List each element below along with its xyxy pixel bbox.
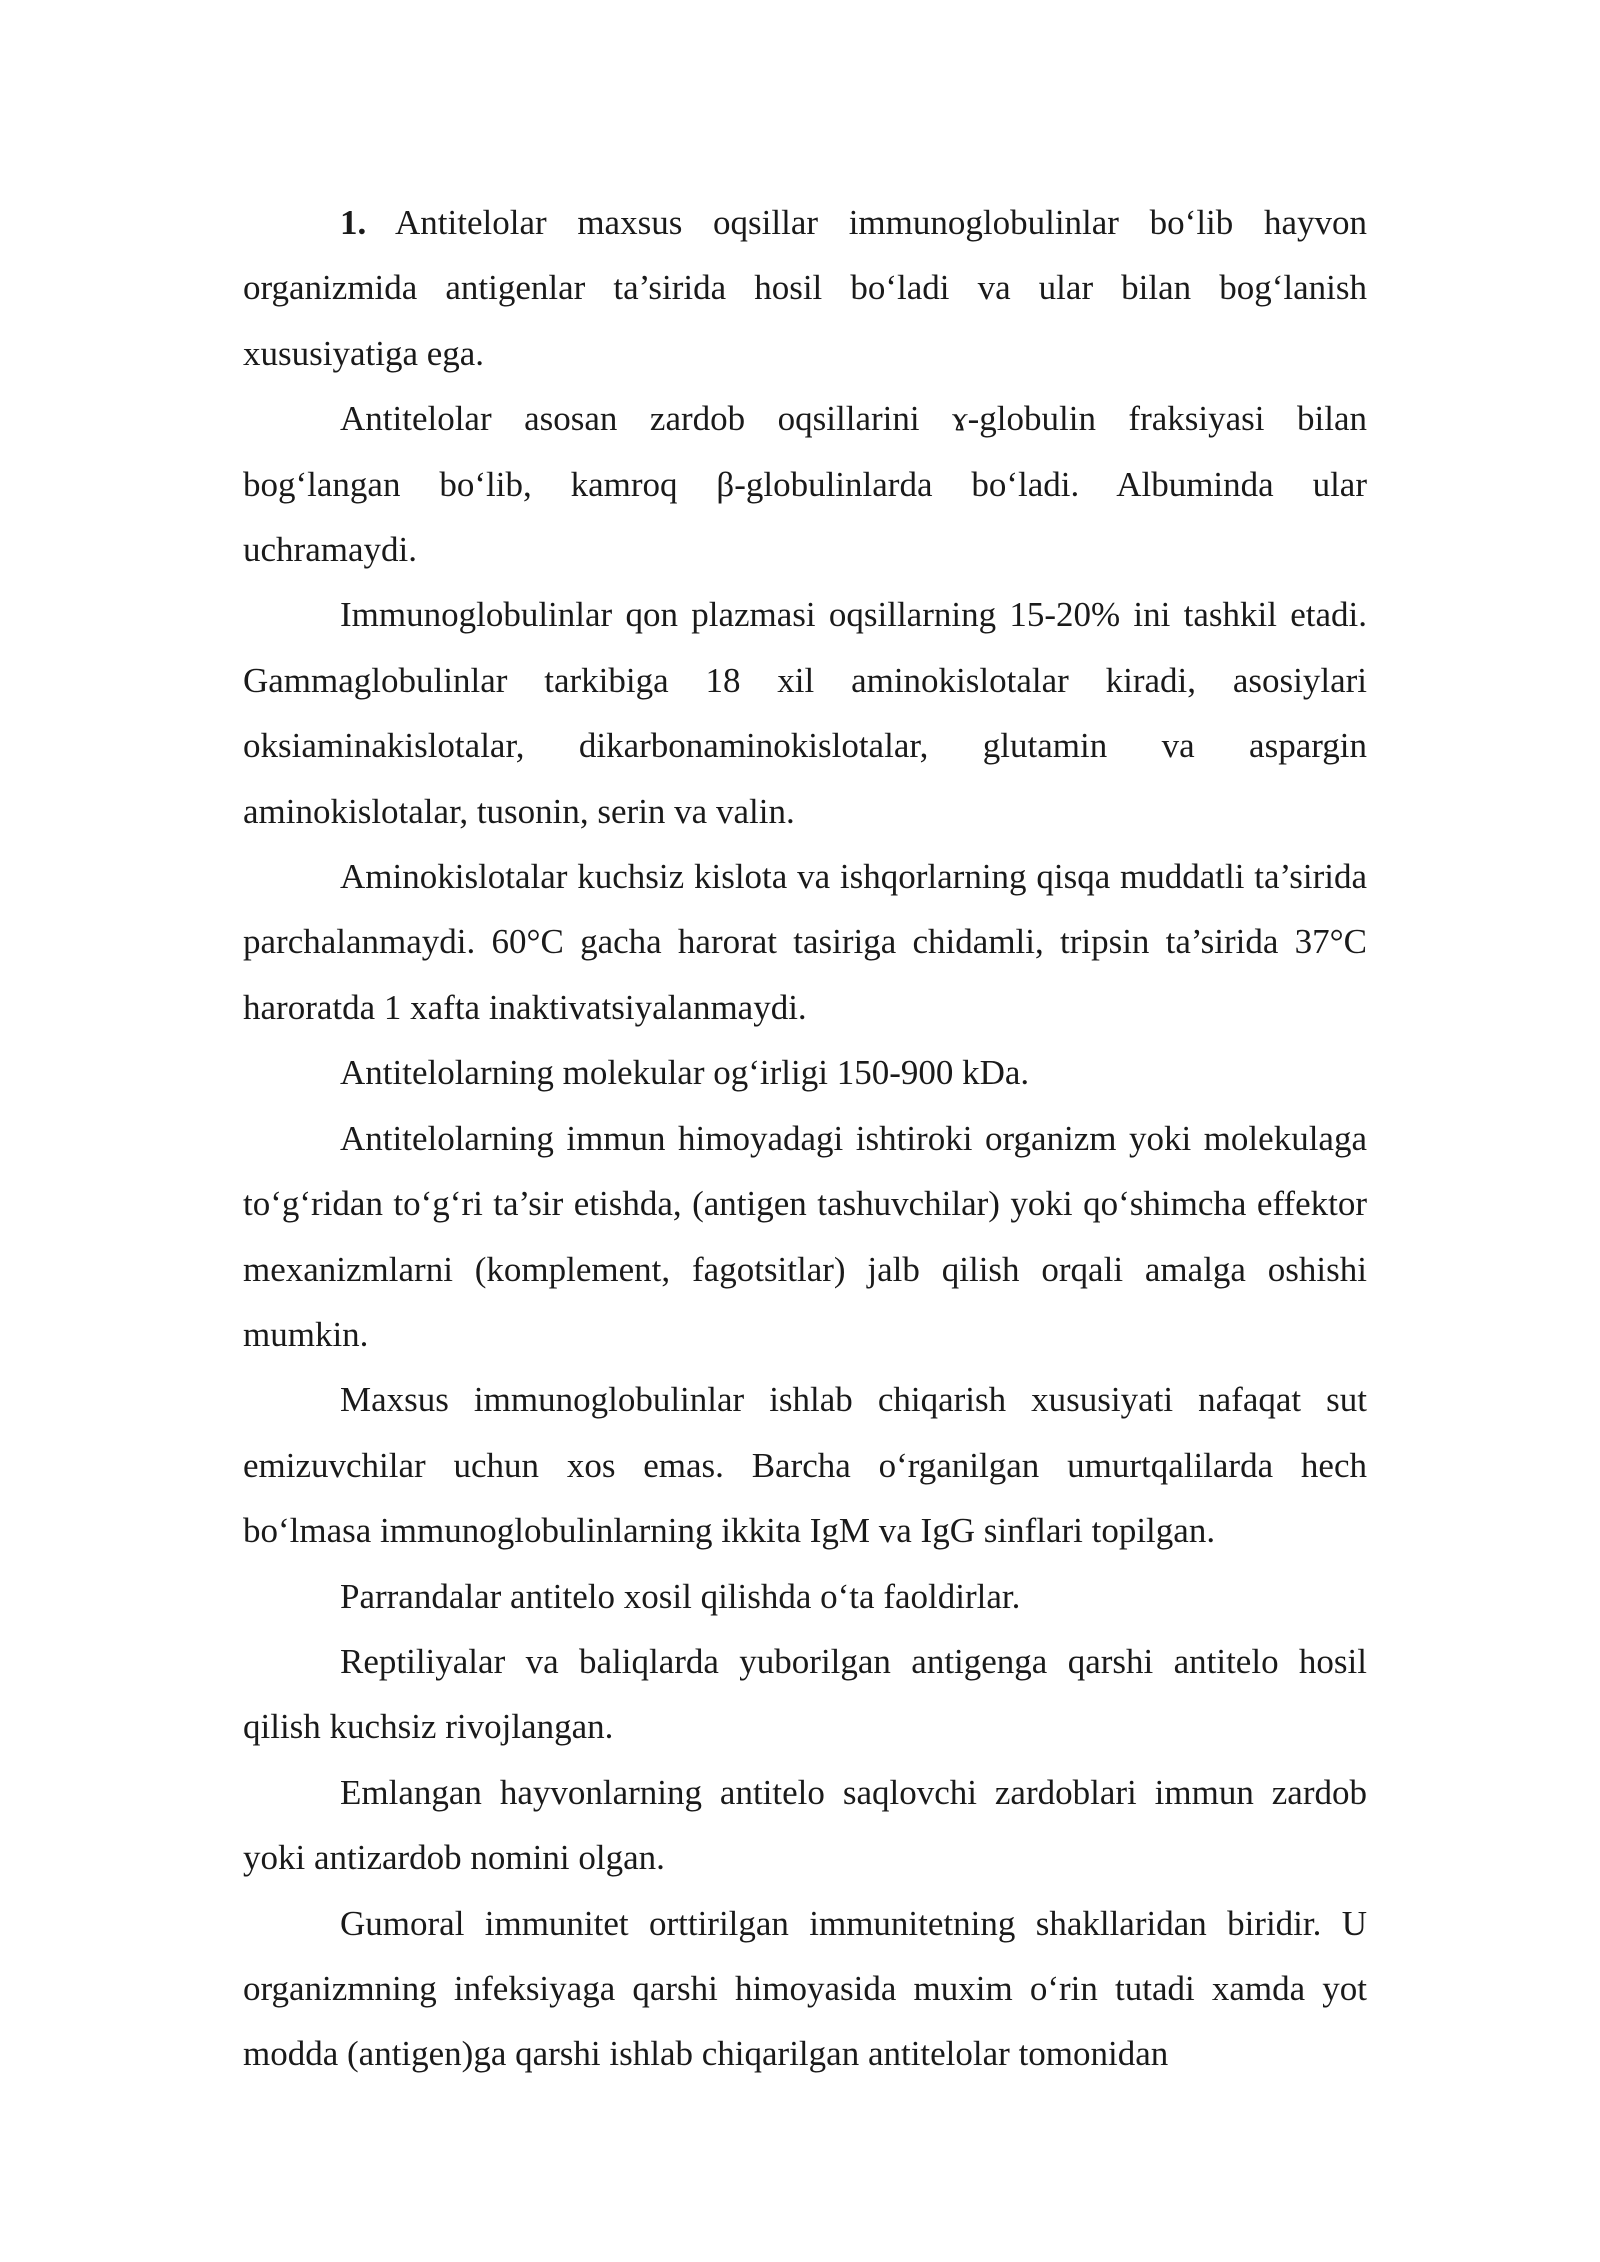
paragraph-8: Parrandalar antitelo xosil qilishda o‘ta faoldirlar.	[340, 1576, 1021, 1616]
section-number: 1.	[340, 203, 367, 242]
paragraph-1-text: Antitelolar maxsus oqsillar immunoglobulinlar bo‘lib hayvon organizmida antigenlar ta’sirida hosil bo‘ladi va ular bilan bog‘lanish xususiyatiga ega.	[243, 203, 1367, 373]
paragraph-1	[243, 190, 1367, 386]
paragraph-10: Emlangan hayvonlarning antitelo saqlovchi zardoblari immun zardob yoki antizardob nomini olgan.	[243, 1772, 1367, 1878]
paragraph-6: Antitelolarning immun himoyadagi ishtiroki organizm yoki molekulaga to‘g‘ridan to‘g‘ri ta’sir etishda, (antigen tashuvchilar) yoki qo‘shimcha effektor mexanizmlarni (komplement, fagotsitlar) jalb qilish orqali amalga oshishi mumkin.	[243, 1118, 1367, 1354]
paragraph-9: Reptiliyalar va baliqlarda yuborilgan antigenga qarshi antitelo hosil qilish kuchsiz rivojlangan.	[243, 1641, 1367, 1747]
paragraph-3: Immunoglobulinlar qon plazmasi oqsillarning 15-20% ini tashkil etadi. Gammaglobulinlar tarkibiga 18 xil aminokislotalar kiradi, asosiylari oksiaminakislotalar, dikarbonaminokislotalar, glutamin va aspargin aminokislotalar, tusonin, serin va valin.	[243, 595, 1367, 831]
paragraph-5: Antitelolarning molekular og‘irligi 150-900 kDa.	[340, 1053, 1030, 1093]
paragraph-2: Antitelolar asosan zardob oqsillarini ɤ-globulin fraksiyasi bilan bog‘langan bo‘lib, kamroq β-globulinlarda bo‘ladi. Albuminda ular uchramaydi.	[243, 399, 1367, 570]
body-text	[243, 190, 1367, 2087]
paragraph-4: Aminokislotalar kuchsiz kislota va ishqorlarning qisqa muddatli ta’sirida parchalanmaydi. 60°C gacha harorat tasiriga chidamli, tripsin ta’sirida 37°C haroratda 1 xafta inaktivatsiyalanmaydi.	[243, 857, 1367, 1027]
paragraph-7: Maxsus immunoglobulinlar ishlab chiqarish xususiyati nafaqat sut emizuvchilar uchun xos emas. Barcha o‘rganilgan umurtqalilarda hech bo‘lmasa immunoglobulinlarning ikkita IgM va IgG sinflari topilgan.	[243, 1380, 1367, 1551]
paragraph-11: Gumoral immunitet orttirilgan immunitetning shakllaridan biridir. U organizmning infeksiyaga qarshi himoyasida muxim o‘rin tutadi xamda yot modda (antigen)ga qarshi ishlab chiqarilgan antitelolar tomonidan	[243, 1903, 1367, 2074]
